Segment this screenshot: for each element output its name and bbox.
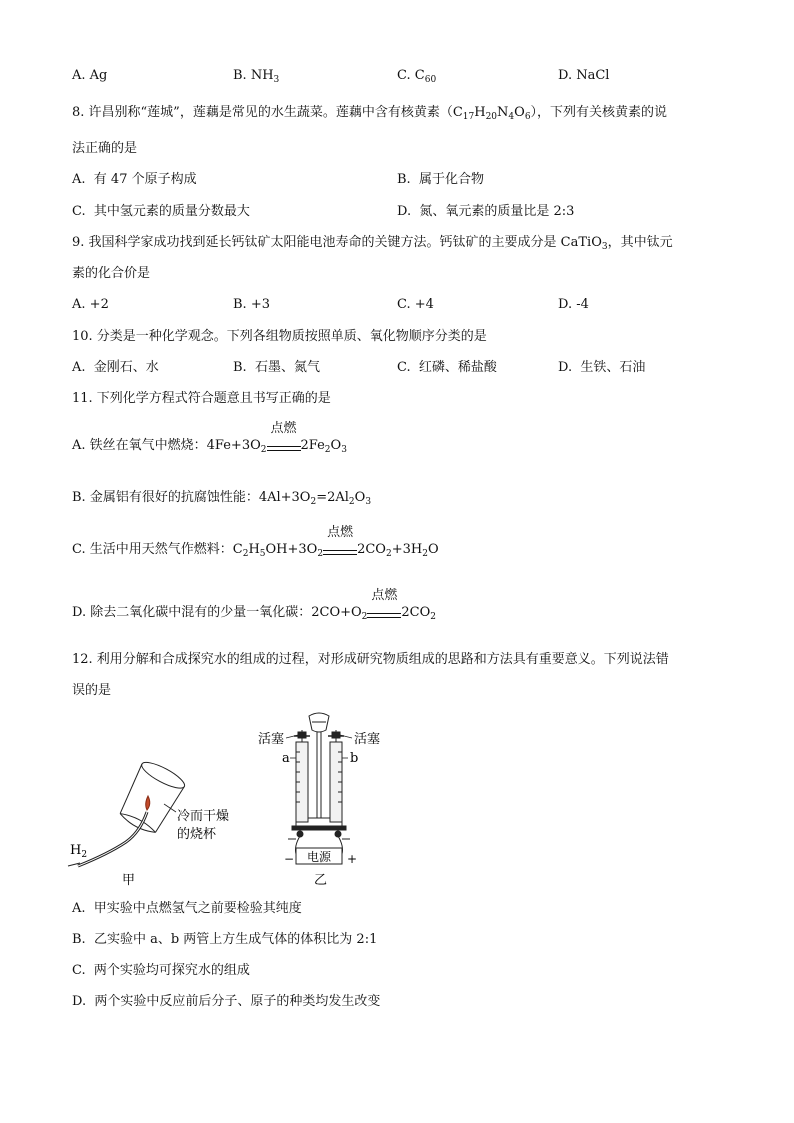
beaker-label-line1: 冷而干燥 <box>177 809 230 824</box>
flame-icon <box>146 796 150 810</box>
reaction-arrow: 点燃 <box>267 437 301 455</box>
valve-left-label: 活塞 <box>258 732 285 747</box>
q8-stem-line2: 法正确的是 <box>72 141 138 156</box>
figure-jia-label: 甲 <box>122 873 136 888</box>
beaker-label-line2: 的烧杯 <box>177 827 217 842</box>
q12-option-c: C. 两个实验均可探究水的组成 <box>72 963 250 978</box>
q10-option-a: A. 金刚石、水 <box>72 360 159 375</box>
q7-option-b: B. $NH_3$ <box>233 68 280 85</box>
q12-option-d: D. 两个实验中反应前后分子、原子的种类均发生改变 <box>72 994 381 1009</box>
h2-label: $H_2$ <box>70 843 88 860</box>
q11-option-a: A. 铁丝在氧气中燃烧：$4Fe+3O_2$ 点燃 $2Fe_2O_3$ <box>72 421 347 455</box>
q12-stem-line1: 12. 利用分解和合成探究水的组成的过程，对形成研究物质组成的思路和方法具有重要意义。下列说法错 <box>72 652 669 667</box>
q10-option-d: D. 生铁、石油 <box>558 360 646 375</box>
q8-stem-line1: 8. 许昌别称“莲城”，莲藕是常见的水生蔬菜。莲藕中含有核黄素$(C_{17}H_{20}N_4O_6)$，下列有关核黄素的说 <box>72 105 668 122</box>
q9-stem-line1: 9. 我国科学家成功找到延长钙钛矿太阳能电池寿命的关键方法。钙钛矿的主要成分是 CaTiO$_3$，其中钛元 <box>72 235 673 252</box>
power-source-label: 电源 <box>306 850 332 864</box>
valve-right-label: 活塞 <box>354 732 381 747</box>
q8-option-d: D. 氮、氧元素的质量比是 2:3 <box>397 204 575 219</box>
riboflavin-formula: $C_{17}H_{20}N_4O_6$ <box>452 105 531 122</box>
cathode-sign: − <box>284 852 295 866</box>
q8-option-c: C. 其中氢元素的质量分数最大 <box>72 204 250 219</box>
q11-option-d: D. 除去二氧化碳中混有的少量一氧化碳：$2CO+O_2$ 点燃 $2CO_2$ <box>72 588 437 622</box>
q7-option-a: A. Ag <box>72 68 108 83</box>
q7-option-d: D. NaCl <box>558 68 610 83</box>
figure-yi-label: 乙 <box>314 873 328 888</box>
q9-stem-line2: 素的化合价是 <box>72 266 151 281</box>
q10-option-c: C. 红磷、稀盐酸 <box>397 360 497 375</box>
q9-option-a: A. +2 <box>72 297 109 312</box>
q8-option-a: A. 有 47 个原子构成 <box>72 172 197 187</box>
q12-option-a: A. 甲实验中点燃氢气之前要检验其纯度 <box>72 901 302 916</box>
q12-option-b: B. 乙实验中 a、b 两管上方生成气体的体积比为 2:1 <box>72 932 378 947</box>
tube-b-label: b <box>350 751 359 766</box>
anode-sign: + <box>347 852 358 866</box>
q9-option-c: C. +4 <box>397 297 434 312</box>
beaker-apparatus <box>78 758 188 866</box>
reaction-arrow: 点燃 <box>367 604 401 622</box>
q7-option-c: C. $C_{60}$ <box>397 68 437 85</box>
q10-option-b: B. 石墨、氮气 <box>233 360 320 375</box>
q9-option-b: B. +3 <box>233 297 270 312</box>
electrolysis-apparatus <box>288 713 350 864</box>
q11-stem: 11. 下列化学方程式符合题意且书写正确的是 <box>72 391 331 406</box>
q8-option-b: B. 属于化合物 <box>397 172 484 187</box>
q9-option-d: D. -4 <box>558 297 589 312</box>
q11-option-b: B. 金属铝有很好的抗腐蚀性能：$4Al+3O_2=2Al_2O_3$ <box>72 490 372 507</box>
q12-stem-line2: 误的是 <box>72 683 112 698</box>
experiment-figure <box>60 708 400 890</box>
tube-a-label: a <box>282 751 290 766</box>
reaction-arrow: 点燃 <box>323 541 357 559</box>
q11-option-c: C. 生活中用天然气作燃料：$C_2H_5OH+3O_2$ 点燃 $2CO_2+3H_2O$ <box>72 525 439 559</box>
q10-stem: 10. 分类是一种化学观念。下列各组物质按照单质、氧化物顺序分类的是 <box>72 329 487 344</box>
